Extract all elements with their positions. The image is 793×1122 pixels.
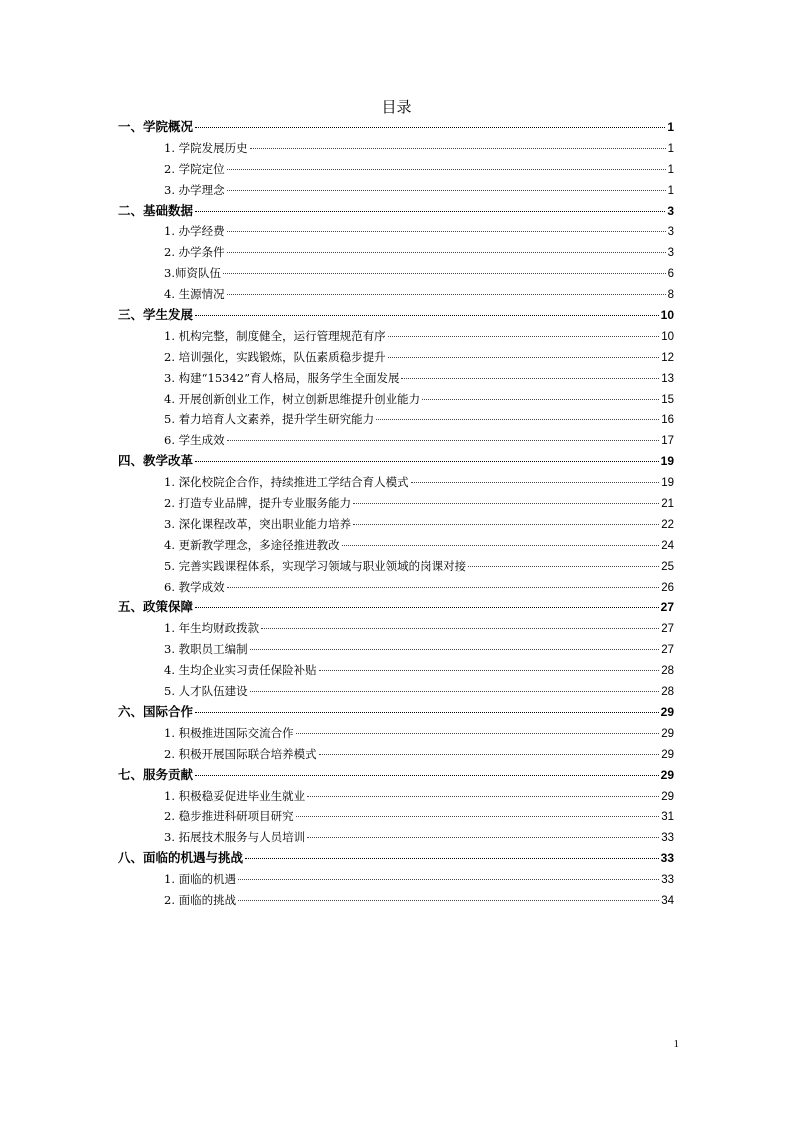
toc-entry-page: 25: [661, 560, 674, 573]
toc-entry-label: 四、教学改革: [118, 453, 194, 469]
toc-entry-label: 六、国际合作: [118, 703, 194, 719]
toc-entry-label: 3. 拓展技术服务与人员培训: [164, 830, 306, 845]
toc-entry-label: 1. 年生均财政拨款: [164, 621, 260, 636]
dot-leader: [227, 587, 660, 588]
toc-entry-page: 10: [661, 330, 674, 343]
toc-subsection-entry[interactable]: [118, 221, 674, 242]
toc-subsection-entry[interactable]: [118, 138, 674, 159]
toc-subsection-entry[interactable]: [118, 159, 674, 180]
toc-entry-page: 3: [667, 247, 674, 260]
toc-entry-label: 1. 机构完整，制度健全，运行管理规范有序: [164, 328, 386, 343]
toc-entry-page: 13: [661, 372, 674, 385]
toc-subsection-entry[interactable]: [118, 786, 674, 807]
dot-leader: [319, 754, 660, 755]
dot-leader: [227, 252, 666, 253]
toc-subsection-entry[interactable]: [118, 326, 674, 347]
dot-leader: [261, 628, 659, 629]
dot-leader: [296, 733, 660, 734]
toc-entry-label: 1. 深化校院企合作，持续推进工学结合育人模式: [164, 475, 409, 490]
toc-subsection-entry[interactable]: [118, 347, 674, 368]
toc-entry-page: 33: [661, 832, 674, 845]
toc-section-entry[interactable]: [118, 597, 674, 618]
dot-leader: [353, 524, 659, 525]
dot-leader: [307, 837, 659, 838]
toc-subsection-entry[interactable]: [118, 535, 674, 556]
dot-leader: [307, 796, 659, 797]
toc-entry-label: 5. 着力培育人文素养，提升学生研究能力: [164, 412, 375, 427]
dot-leader: [250, 691, 660, 692]
toc-subsection-entry[interactable]: [118, 263, 674, 284]
toc-entry-label: 2. 面临的挑战: [164, 892, 237, 907]
toc-entry-page: 29: [661, 748, 674, 761]
toc-section-entry[interactable]: [118, 848, 674, 869]
toc-entry-page: 29: [660, 767, 674, 782]
toc-entry-label: 2. 打造专业品牌，提升专业服务能力: [164, 496, 352, 511]
toc-entry-page: 12: [661, 351, 674, 364]
toc-entry-label: 4. 生源情况: [164, 287, 225, 302]
toc-entry-page: 27: [660, 600, 674, 615]
toc-entry-page: 1: [667, 142, 674, 155]
toc-entry-label: 2. 办学条件: [164, 245, 225, 260]
toc-entry-label: 1. 积极推进国际交流合作: [164, 725, 294, 740]
toc-entry-label: 3. 构建“15342”育人格局，服务学生全面发展: [164, 370, 400, 385]
toc-entry-page: 19: [661, 477, 674, 490]
toc-entry-label: 1. 积极稳妥促进毕业生就业: [164, 788, 306, 803]
toc-entry-page: 27: [661, 644, 674, 657]
toc-title: 目录: [381, 98, 412, 116]
toc-entry-label: 八、面临的机遇与挑战: [118, 850, 244, 866]
page-number: 1: [673, 1038, 679, 1050]
toc-entry-label: 五、政策保障: [118, 599, 194, 615]
dot-leader: [227, 440, 660, 441]
toc-subsection-entry[interactable]: [118, 368, 674, 389]
toc-subsection-entry[interactable]: [118, 514, 674, 535]
toc-subsection-entry[interactable]: [118, 284, 674, 305]
toc-section-entry[interactable]: [118, 765, 674, 786]
toc-entry-label: 4. 生均企业实习责任保险补贴: [164, 663, 317, 678]
toc-subsection-entry[interactable]: [118, 639, 674, 660]
toc-section-entry[interactable]: [118, 305, 674, 326]
dot-leader: [195, 127, 665, 128]
toc-entry-page: 1: [667, 163, 674, 176]
toc-entry-page: 34: [661, 894, 674, 907]
toc-entry-label: 三、学生发展: [118, 307, 194, 323]
toc-subsection-entry[interactable]: [118, 660, 674, 681]
toc-entry-page: 33: [661, 874, 674, 887]
toc-entry-page: 28: [661, 665, 674, 678]
toc-subsection-entry[interactable]: [118, 681, 674, 702]
dot-leader: [401, 378, 659, 379]
dot-leader: [319, 670, 660, 671]
dot-leader: [195, 712, 659, 713]
dot-leader: [411, 482, 660, 483]
toc-entry-label: 七、服务贡献: [118, 766, 194, 782]
toc-entry-page: 6: [667, 268, 674, 281]
toc-entry-label: 一、学院概况: [118, 119, 194, 134]
toc-entry-label: 3. 教职员工编制: [164, 642, 248, 657]
dot-leader: [195, 607, 659, 608]
toc-entry-label: 4. 更新教学理念，多途径推进教改: [164, 537, 340, 552]
toc-subsection-entry[interactable]: [118, 493, 674, 514]
toc-entry-page: 8: [667, 289, 674, 302]
toc-entry-label: 2. 积极开展国际联合培养模式: [164, 746, 317, 761]
dot-leader: [468, 566, 659, 567]
dot-leader: [422, 399, 659, 400]
toc-subsection-entry[interactable]: [118, 890, 674, 911]
dot-leader: [195, 461, 659, 462]
toc-entry-label: 1. 学院发展历史: [164, 140, 248, 155]
toc-entry-label: 4. 开展创新创业工作，树立创新思维提升创业能力: [164, 391, 421, 406]
toc-section-entry[interactable]: [118, 201, 674, 222]
toc-subsection-entry[interactable]: [118, 472, 674, 493]
toc-entry-page: 26: [661, 581, 674, 594]
toc-subsection-entry[interactable]: [118, 409, 674, 430]
dot-leader: [227, 294, 666, 295]
toc-entry-label: 6. 教学成效: [164, 579, 225, 594]
toc-entry-label: 1. 面临的机遇: [164, 872, 237, 887]
toc-entry-page: 28: [661, 686, 674, 699]
toc-entry-label: 3. 办学理念: [164, 182, 225, 197]
toc-entry-label: 5. 完善实践课程体系，实现学习领域与职业领域的岗课对接: [164, 558, 467, 573]
toc-entry-label: 二、基础数据: [118, 202, 194, 218]
toc-subsection-entry[interactable]: [118, 577, 674, 598]
toc-entry-page: 3: [667, 203, 674, 218]
dot-leader: [376, 419, 659, 420]
toc-entry-label: 2. 培训强化，实践锻炼，队伍素质稳步提升: [164, 349, 386, 364]
toc-section-entry[interactable]: [118, 117, 674, 138]
toc-entry-page: 15: [661, 393, 674, 406]
toc-entry-page: 27: [661, 623, 674, 636]
toc-entry-page: 22: [661, 518, 674, 531]
toc-entry-page: 16: [661, 414, 674, 427]
table-of-contents: [118, 117, 674, 911]
dot-leader: [238, 879, 659, 880]
toc-subsection-entry[interactable]: [118, 430, 674, 451]
dot-leader: [250, 148, 666, 149]
toc-entry-page: 17: [661, 435, 674, 448]
toc-entry-page: 29: [661, 790, 674, 803]
dot-leader: [227, 190, 666, 191]
toc-subsection-entry[interactable]: [118, 827, 674, 848]
toc-subsection-entry[interactable]: [118, 242, 674, 263]
dot-leader: [353, 503, 659, 504]
toc-entry-page: 29: [660, 704, 674, 719]
toc-entry-label: 6. 学生成效: [164, 433, 225, 448]
toc-subsection-entry[interactable]: [118, 744, 674, 765]
dot-leader: [342, 545, 660, 546]
toc-entry-page: 1: [667, 120, 674, 134]
toc-entry-label: 2. 稳步推进科研项目研究: [164, 809, 294, 824]
dot-leader: [223, 273, 666, 274]
dot-leader: [250, 649, 660, 650]
dot-leader: [227, 231, 666, 232]
toc-entry-page: 10: [660, 308, 674, 323]
toc-subsection-entry[interactable]: [118, 618, 674, 639]
toc-subsection-entry[interactable]: [118, 180, 674, 201]
toc-entry-page: 24: [661, 539, 674, 552]
toc-entry-page: 29: [661, 727, 674, 740]
dot-leader: [296, 816, 660, 817]
toc-entry-page: 19: [660, 454, 674, 469]
dot-leader: [245, 858, 659, 859]
toc-entry-label: 5. 人才队伍建设: [164, 684, 248, 699]
toc-entry-label: 3. 深化课程改革，突出职业能力培养: [164, 516, 352, 531]
toc-subsection-entry[interactable]: [118, 389, 674, 410]
toc-subsection-entry[interactable]: [118, 556, 674, 577]
toc-subsection-entry[interactable]: [118, 869, 674, 890]
toc-entry-page: 31: [661, 811, 674, 824]
dot-leader: [227, 169, 666, 170]
dot-leader: [238, 900, 659, 901]
toc-entry-label: 1. 办学经费: [164, 224, 225, 239]
dot-leader: [195, 775, 659, 776]
toc-section-entry[interactable]: [118, 702, 674, 723]
toc-entry-page: 3: [667, 226, 674, 239]
dot-leader: [388, 357, 660, 358]
dot-leader: [195, 211, 665, 212]
toc-entry-page: 21: [661, 498, 674, 511]
dot-leader: [388, 336, 660, 337]
toc-entry-page: 1: [667, 184, 674, 197]
toc-entry-page: 33: [660, 851, 674, 866]
toc-section-entry[interactable]: [118, 451, 674, 472]
toc-subsection-entry[interactable]: [118, 806, 674, 827]
toc-entry-label: 3.师资队伍: [164, 266, 221, 281]
dot-leader: [195, 315, 659, 316]
toc-entry-label: 2. 学院定位: [164, 161, 225, 176]
toc-subsection-entry[interactable]: [118, 723, 674, 744]
